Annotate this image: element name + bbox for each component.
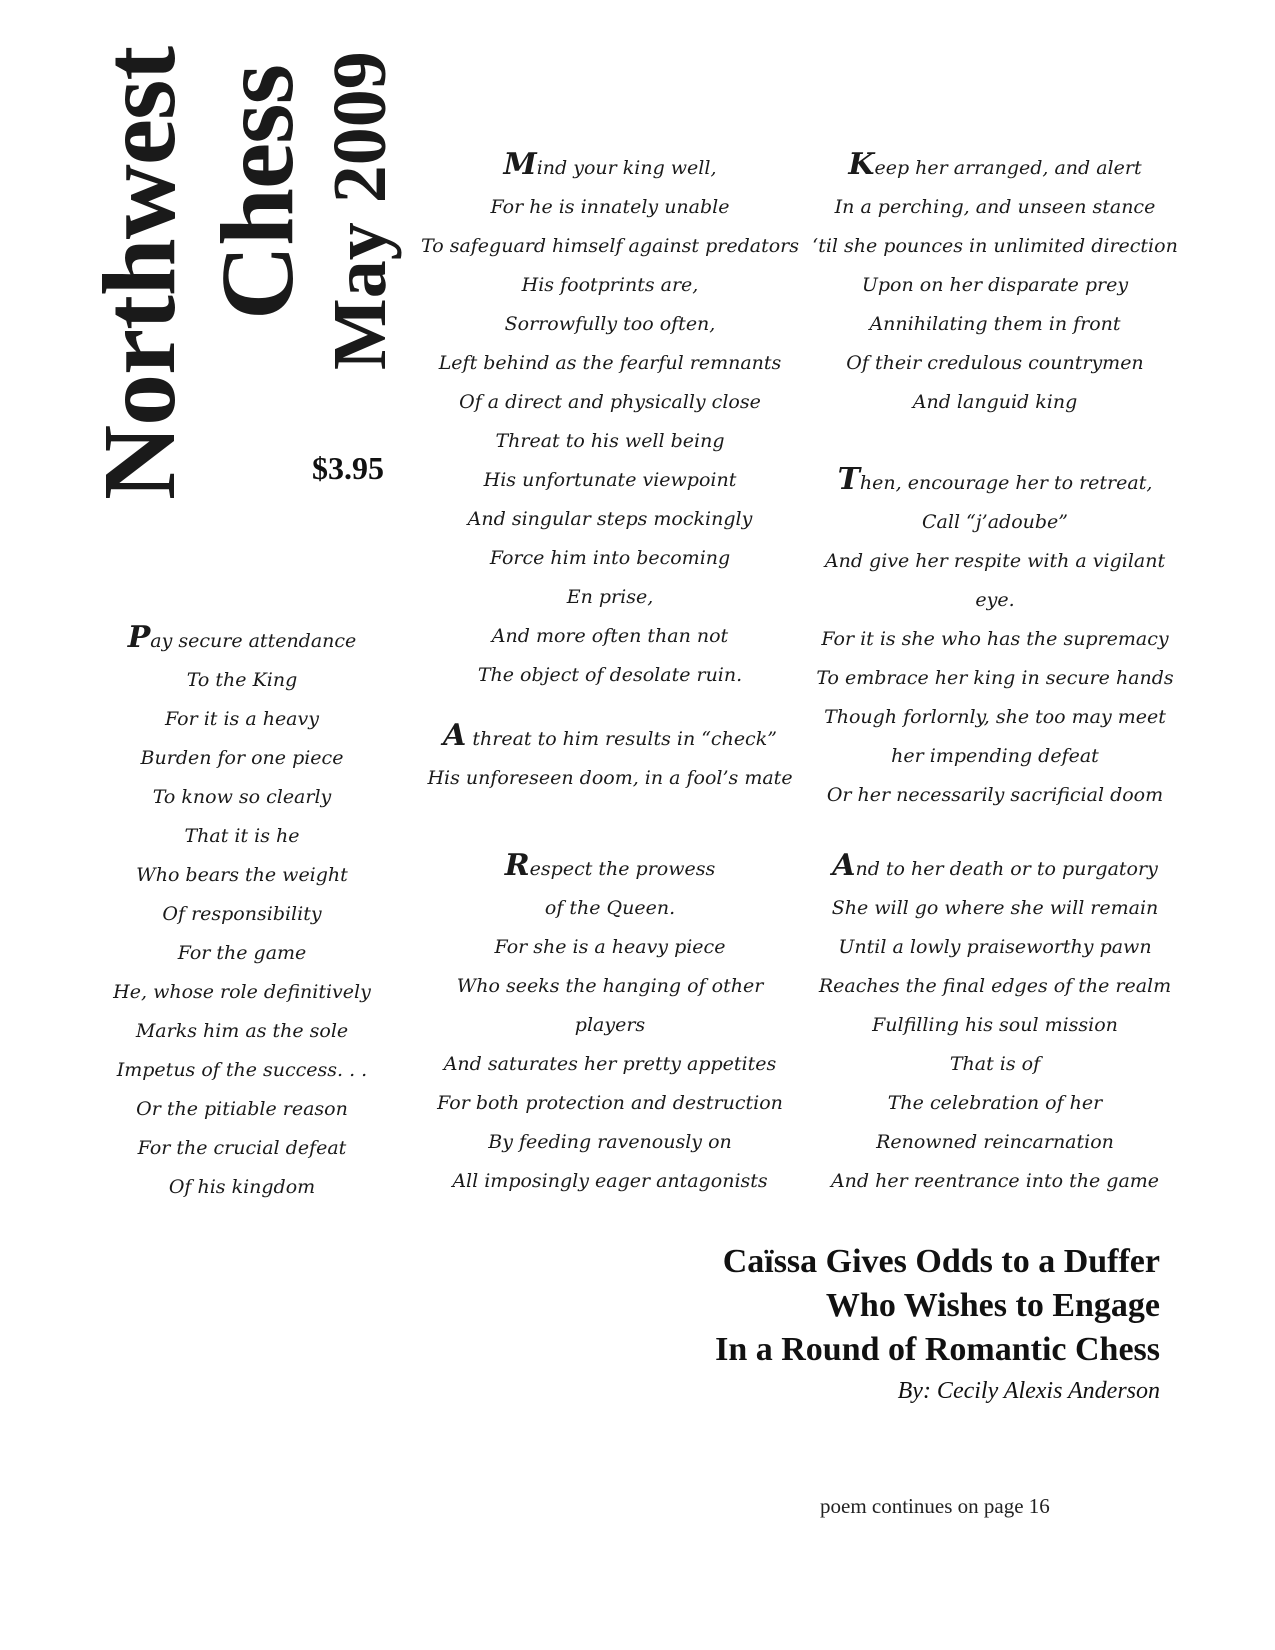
- poem-line: He, whose role definitively: [113, 981, 371, 1003]
- masthead-northwest: Northwest: [82, 46, 197, 500]
- poem-line: ‘til she pounces in unlimited direction: [812, 235, 1178, 257]
- drop-cap: A: [443, 718, 467, 753]
- poem-line: For it is she who has the supremacy: [821, 628, 1169, 650]
- poem-line: For she is a heavy piece: [494, 936, 726, 958]
- poem-line: His unfortunate viewpoint: [483, 469, 737, 491]
- poem-line: Call “j’adoube”: [922, 511, 1068, 533]
- poem-line: Then, encourage her to retreat,: [837, 462, 1153, 497]
- masthead-issue-date: May 2009: [318, 51, 402, 370]
- poem-line: Of his kingdom: [168, 1176, 316, 1198]
- poem-line: The celebration of her: [887, 1092, 1103, 1114]
- poem-line: His unforeseen doom, in a fool’s mate: [427, 767, 793, 789]
- poem-line: Or her necessarily sacrificial doom: [826, 784, 1164, 806]
- poem-line: Who bears the weight: [136, 864, 348, 886]
- poem-line: And her reentrance into the game: [830, 1170, 1160, 1192]
- drop-cap: M: [503, 147, 537, 182]
- poem-line: Renowned reincarnation: [876, 1131, 1114, 1153]
- poem-line: That is of: [949, 1053, 1041, 1075]
- poem-line: Of their credulous countrymen: [846, 352, 1144, 374]
- poem-line: And to her death or to purgatory: [832, 848, 1158, 883]
- poem-line: For the crucial defeat: [137, 1137, 347, 1159]
- poem-line: Force him into becoming: [489, 547, 731, 569]
- poem-title-line-1: Caïssa Gives Odds to a Duffer: [722, 1243, 1160, 1280]
- poem-line: Threat to his well being: [495, 430, 725, 452]
- poem-line: That it is he: [184, 825, 300, 847]
- poem-line: A threat to him results in “check”: [443, 718, 777, 753]
- poem-line: Though forlornly, she too may meet: [824, 706, 1166, 728]
- stanza-then: [805, 460, 1185, 815]
- drop-cap: P: [127, 620, 151, 655]
- poem-line: Reaches the final edges of the realm: [818, 975, 1172, 997]
- poem-line: All imposingly eager antagonists: [452, 1170, 768, 1192]
- poem-line: Fulfilling his soul mission: [872, 1014, 1118, 1036]
- poem-line: En prise,: [566, 586, 654, 608]
- poem-title-line-3: In a Round of Romantic Chess: [715, 1331, 1160, 1368]
- poem-line: Left behind as the fearful remnants: [438, 352, 782, 374]
- poem-line: Of a direct and physically close: [459, 391, 761, 413]
- poem-line: Who seeks the hanging of other: [456, 975, 764, 997]
- stanza-pay: [92, 618, 392, 1207]
- poem-line: By feeding ravenously on: [488, 1131, 732, 1153]
- poem-line: And languid king: [912, 391, 1078, 413]
- drop-cap: R: [504, 848, 530, 883]
- continuation-note: poem continues on page 16: [820, 1494, 1050, 1518]
- poem-line: Mind your king well,: [503, 147, 717, 182]
- poem-line: For it is a heavy: [165, 708, 319, 730]
- poem-line: eye.: [975, 589, 1015, 611]
- masthead-chess: Chess: [200, 64, 315, 320]
- poem-line: For the game: [177, 942, 307, 964]
- poem-line: Until a lowly praiseworthy pawn: [838, 936, 1152, 958]
- poem-line: To embrace her king in secure hands: [816, 667, 1174, 689]
- poem-line: And saturates her pretty appetites: [443, 1053, 777, 1075]
- poem-line: To know so clearly: [152, 786, 332, 808]
- issue-price: $3.95: [312, 450, 384, 486]
- poem-line: She will go where she will remain: [831, 897, 1159, 919]
- author-byline: By: Cecily Alexis Anderson: [897, 1378, 1160, 1404]
- poem-line: Marks him as the sole: [135, 1020, 349, 1042]
- drop-cap: A: [832, 848, 856, 883]
- poem-line: To safeguard himself against predators: [421, 235, 799, 257]
- poem-line: For he is innately unable: [490, 196, 730, 218]
- poem-line: Sorrowfully too often,: [504, 313, 716, 335]
- poem-title-line-2: Who Wishes to Engage: [825, 1287, 1160, 1324]
- masthead: [58, 46, 402, 500]
- poem-line: players: [574, 1014, 646, 1036]
- poem-line: His footprints are,: [521, 274, 699, 296]
- poem-line: of the Queen.: [544, 897, 676, 919]
- stanza-respect: [420, 846, 800, 1201]
- stanza-and: [805, 846, 1185, 1201]
- poem-line: Or the pitiable reason: [136, 1098, 348, 1120]
- stanza-threat: [420, 716, 800, 798]
- poem-line: Burden for one piece: [140, 747, 344, 769]
- poem-line: Keep her arranged, and alert: [848, 147, 1142, 182]
- poem-title-block: [620, 1240, 1160, 1408]
- poem-line: Pay secure attendance: [127, 620, 357, 655]
- poem-line: Upon on her disparate prey: [861, 274, 1129, 296]
- poem-line: The object of desolate ruin.: [477, 664, 743, 686]
- poem-line: And more often than not: [491, 625, 729, 647]
- poem-line: Respect the prowess: [504, 848, 716, 883]
- poem-line: Of responsibility: [162, 903, 322, 925]
- poem-line: her impending defeat: [891, 745, 1099, 767]
- poem-line: And singular steps mockingly: [467, 508, 753, 530]
- poem-line: Impetus of the success. . .: [116, 1059, 368, 1081]
- poem-line: And give her respite with a vigilant: [824, 550, 1166, 572]
- poem-line: Annihilating them in front: [869, 313, 1121, 335]
- drop-cap: K: [848, 147, 875, 182]
- stanza-mind: [420, 145, 800, 695]
- drop-cap: T: [837, 462, 860, 497]
- poem-line: To the King: [186, 669, 298, 691]
- poem-line: In a perching, and unseen stance: [834, 196, 1156, 218]
- stanza-keep: [805, 145, 1185, 422]
- poem-line: For both protection and destruction: [437, 1092, 783, 1114]
